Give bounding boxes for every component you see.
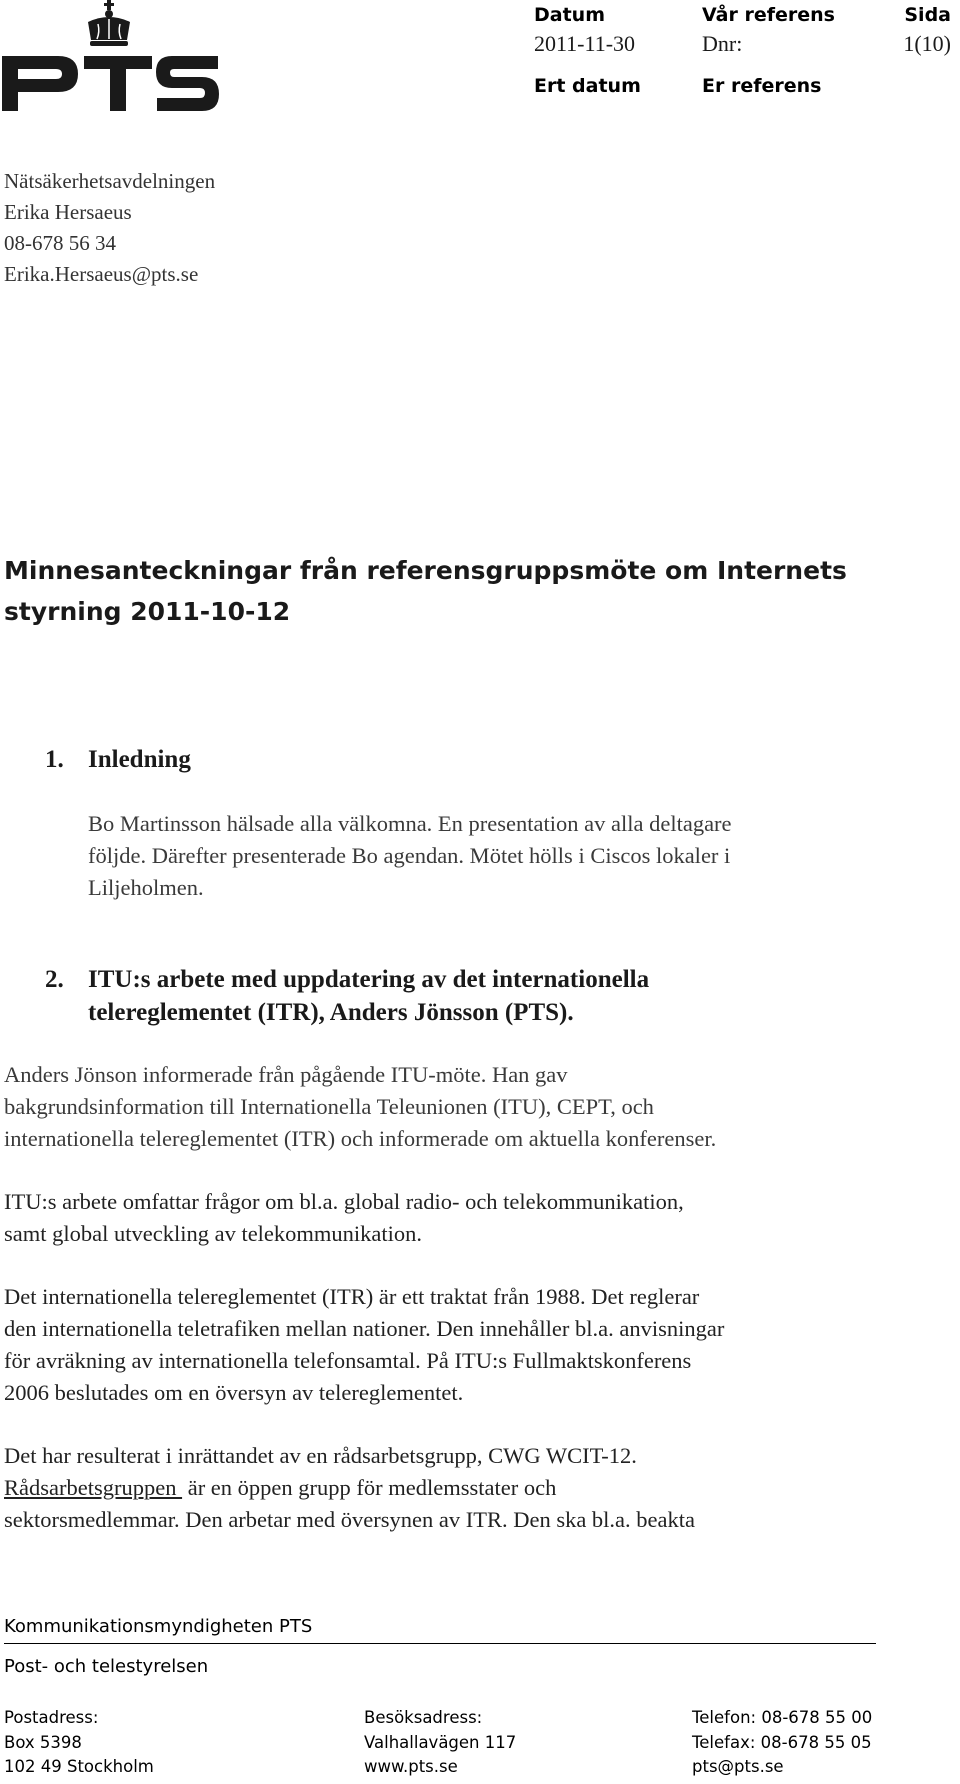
footer-postal-address (4, 1706, 154, 1780)
sender-phone: 08-678 56 34 (4, 231, 116, 255)
footer-contact (692, 1706, 872, 1780)
section-1-number: 1. (45, 746, 64, 773)
sender-department: Nätsäkerhetsavdelningen (4, 169, 216, 193)
paragraph-text: är en öppen grupp för medlemsstater och (182, 1475, 557, 1500)
paragraph-line: ITU:s arbete omfattar frågor om bl.a. global radio- och telekommunikation, (4, 1189, 684, 1214)
date-value: 2011-11-30 (534, 31, 636, 56)
section-1-title: Inledning (88, 746, 191, 773)
your-date-label: Ert datum (534, 75, 641, 97)
title-line-2: styrning 2011-10-12 (4, 597, 291, 626)
paragraph-line: för avräkning av internationella telefonsamtal. På ITU:s Fullmaktskonferens (4, 1348, 692, 1373)
paragraph-line: 2006 beslutades om en översyn av telereglementet. (4, 1380, 464, 1405)
page-label: Sida (904, 4, 951, 26)
paragraph-line: sektorsmedlemmar. Den arbetar med översynen av ITR. Den ska bl.a. beakta (4, 1507, 696, 1532)
sender-block (4, 166, 215, 290)
paragraph-line: Det internationella telereglementet (ITR) är ett traktat från 1988. Det reglerar (4, 1284, 700, 1309)
section-2-paragraph-4 (4, 1440, 695, 1536)
visit-street: Valhallavägen 117 (364, 1732, 517, 1752)
postal-city: 102 49 Stockholm (4, 1757, 154, 1776)
paragraph-line: följde. Därefter presenterade Bo agendan. Mötet hölls i Ciscos lokaler i (88, 843, 731, 868)
footer-org-name: Kommunikationsmyndigheten PTS (4, 1616, 313, 1637)
section-2-paragraph-1 (4, 1059, 716, 1155)
section-2-paragraph-2 (4, 1186, 684, 1250)
paragraph-line: den internationella teletrafiken mellan nationer. Den innehåller bl.a. anvisningar (4, 1316, 725, 1341)
footer-visit-address (364, 1706, 516, 1780)
section-2-paragraph-3 (4, 1281, 724, 1409)
radsarbetsgruppen-link[interactable]: Rådsarbetsgruppen (4, 1475, 183, 1500)
page-number: 1(10) (903, 31, 951, 56)
document-title (4, 550, 847, 632)
pts-logo (0, 0, 225, 115)
footer-divider (4, 1643, 876, 1644)
section-2-title-line-2: telereglementet (ITR), Anders Jönsson (PTS). (88, 999, 574, 1026)
telefax: Telefax: 08-678 55 05 (692, 1732, 872, 1752)
crown-logo-icon (0, 0, 225, 115)
website-link[interactable]: www.pts.se (364, 1757, 458, 1776)
your-reference-label: Er referens (702, 75, 822, 97)
section-1-paragraph (88, 808, 732, 904)
postal-box: Box 5398 (4, 1732, 82, 1752)
section-2-heading (45, 963, 865, 1029)
section-1-heading (45, 743, 865, 776)
telephone: Telefon: 08-678 55 00 (692, 1708, 873, 1727)
paragraph-line (4, 1472, 695, 1504)
title-line-1: Minnesanteckningar från referensgruppsmöte om Internets (4, 556, 847, 585)
paragraph-line: Liljeholmen. (88, 875, 204, 900)
visit-label: Besöksadress: (364, 1708, 483, 1727)
paragraph-line: Bo Martinsson hälsade alla välkomna. En presentation av alla deltagare (88, 811, 732, 836)
postal-label: Postadress: (4, 1708, 99, 1727)
section-2-number: 2. (45, 966, 64, 993)
section-2-title-line-1: ITU:s arbete med uppdatering av det internationella (88, 966, 650, 993)
paragraph-line: internationella telereglementet (ITR) och informerade om aktuella konferenser. (4, 1126, 717, 1151)
footer-org-sub: Post- och telestyrelsen (4, 1656, 209, 1677)
paragraph-line: Det har resulterat i inrättandet av en rådsarbetsgrupp, CWG WCIT-12. (4, 1443, 637, 1468)
email-link[interactable]: pts@pts.se (692, 1757, 784, 1776)
date-label: Datum (534, 4, 605, 26)
sender-name: Erika Hersaeus (4, 200, 132, 224)
paragraph-line: bakgrundsinformation till Internationella Teleunionen (ITU), CEPT, och (4, 1094, 654, 1119)
our-reference-label: Vår referens (702, 4, 835, 26)
our-reference-value: Dnr: (702, 31, 743, 56)
sender-email: Erika.Hersaeus@pts.se (4, 262, 199, 286)
paragraph-line: samt global utveckling av telekommunikation. (4, 1221, 423, 1246)
paragraph-line: Anders Jönson informerade från pågående ITU-möte. Han gav (4, 1062, 568, 1087)
